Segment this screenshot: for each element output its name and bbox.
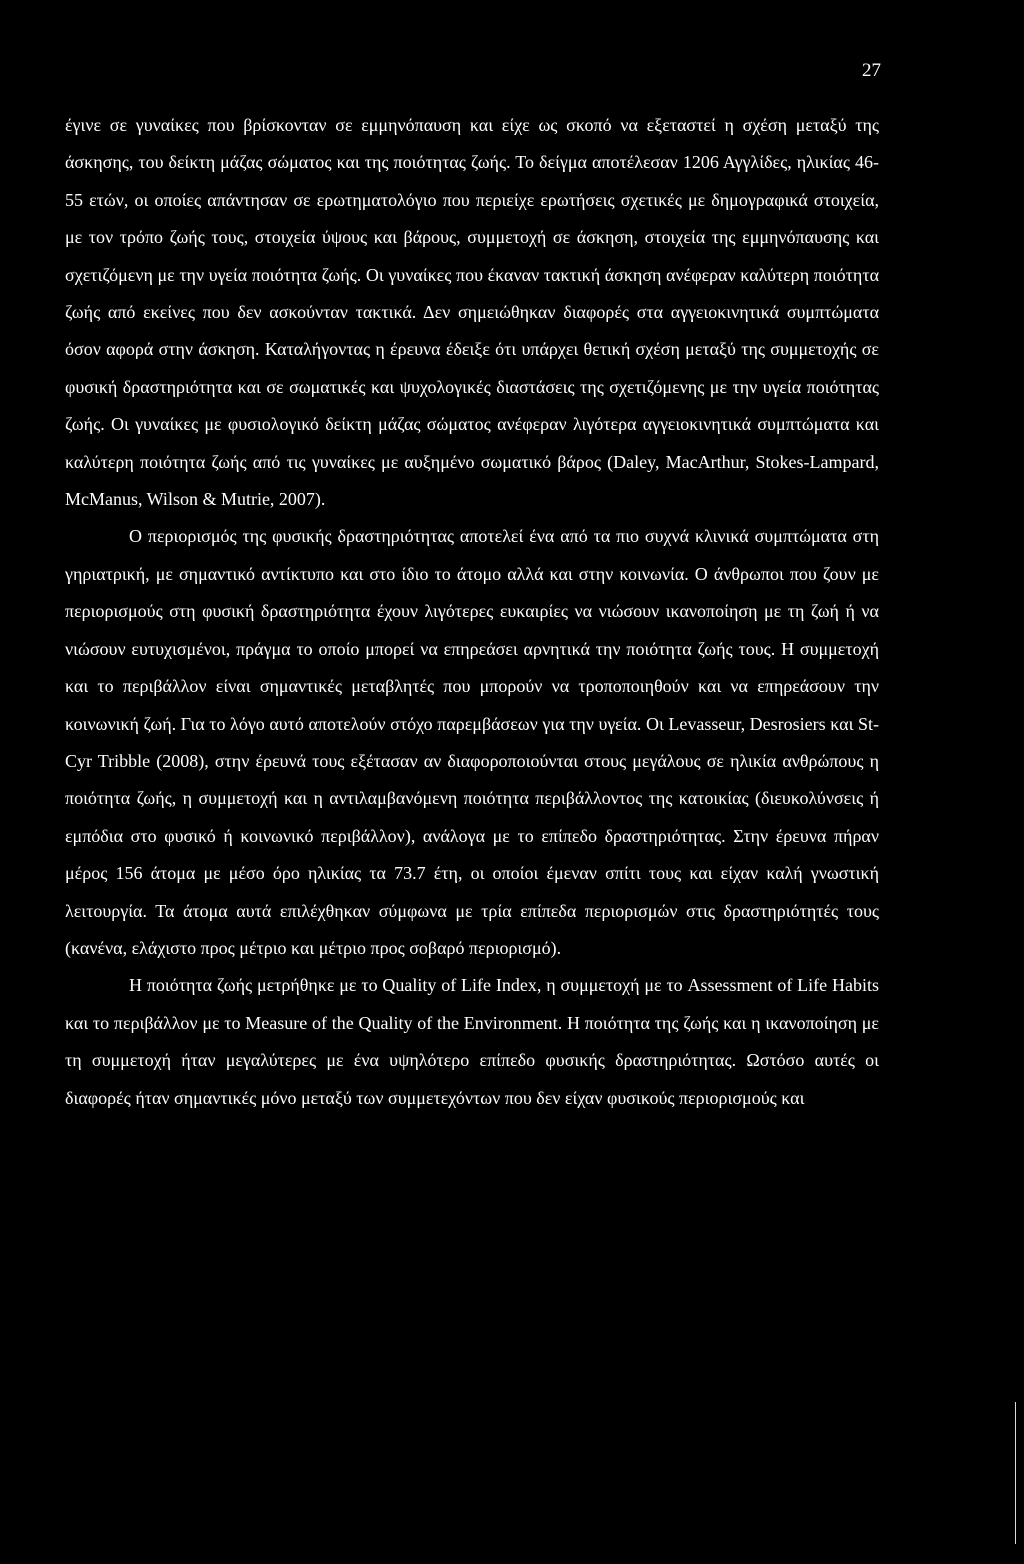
scan-edge-line	[1015, 1402, 1016, 1544]
paragraph: έγινε σε γυναίκες που βρίσκονταν σε εμμηνόπαυση και είχε ως σκοπό να εξεταστεί η σχέση μεταξύ της άσκησης, του δείκτη μάζας σώματος και της ποιότητας ζωής. Το δείγμα αποτέλεσαν 1206 Αγγλίδες, ηλικίας 46-55 ετών, οι οποίες απάντησαν σε ερωτηματολόγιο που περιείχε ερωτήσεις σχετικές με δημογραφικά στοιχεία, με τον τρόπο ζωής τους, στοιχεία ύψους και βάρους, συμμετοχή σε άσκηση, στοιχεία της εμμηνόπαυσης και σχετιζόμενη με την υγεία ποιότητα ζωής. Οι γυναίκες που έκαναν τακτική άσκηση ανέφεραν καλύτερη ποιότητα ζωής από εκείνες που δεν ασκούνταν τακτικά. Δεν σημειώθηκαν διαφορές στα αγγειοκινητικά συμπτώματα όσον αφορά στην άσκηση. Καταλήγοντας η έρευνα έδειξε ότι υπάρχει θετική σχέση μεταξύ της συμμετοχής σε φυσική δραστηριότητα και σε σωματικές και ψυχολογικές διαστάσεις της σχετιζόμενης με την υγεία ποιότητας ζωής. Οι γυναίκες με φυσιολογικό δείκτη μάζας σώματος ανέφεραν λιγότερα αγγειοκινητικά συμπτώματα και καλύτερη ποιότητα ζωής από τις γυναίκες με αυξημένο σωματικό βάρος (Daley, MacArthur, Stokes-Lampard, McManus, Wilson & Mutrie, 2007).	[65, 115, 879, 510]
paragraph: Ο περιορισμός της φυσικής δραστηριότητας αποτελεί ένα από τα πιο συχνά κλινικά συμπτώματα στη γηριατρική, με σημαντικό αντίκτυπο και στο ίδιο το άτομο αλλά και στην κοινωνία. Ο άνθρωποι που ζουν με περιορισμούς στη φυσική δραστηριότητα έχουν λιγότερες ευκαιρίες να νιώσουν ικανοποίηση με τη ζωή ή να νιώσουν ευτυχισμένοι, πράγμα το οποίο μπορεί να επηρεάσει αρνητικά την ποιότητα ζωής τους. Η συμμετοχή και το περιβάλλον είναι σημαντικές μεταβλητές που μπορούν να τροποποιηθούν και να επηρεάσουν την κοινωνική ζωή. Για το λόγο αυτό αποτελούν στόχο παρεμβάσεων για την υγεία. Οι Levasseur, Desrosiers και St-Cyr Tribble (2008), στην έρευνά τους εξέτασαν αν διαφοροποιούνται στους μεγάλους σε ηλικία ανθρώπους η ποιότητα ζωής, η συμμετοχή και η αντιλαμβανόμενη ποιότητα περιβάλλοντος της κατοικίας (διευκολύνσεις ή εμπόδια στο φυσικό ή κοινωνικό περιβάλλον), ανάλογα με το επίπεδο δραστηριότητας. Στην έρευνα πήραν μέρος 156 άτομα με μέσο όρο ηλικίας τα 73.7 έτη, οι οποίοι έμεναν σπίτι τους και είχαν καλή γνωστική λειτουργία. Τα άτομα αυτά επιλέχθηκαν σύμφωνα με τρία επίπεδα περιορισμών στις δραστηριότητές τους (κανένα, ελάχιστο προς μέτριο και μέτριο προς σοβαρό περιορισμό).	[65, 526, 879, 958]
document-body	[65, 107, 879, 1117]
page-number: 27	[862, 60, 881, 81]
paragraph: Η ποιότητα ζωής μετρήθηκε με το Quality of Life Index, η συμμετοχή με το Assessment of Life Habits και το περιβάλλον με το Measure of the Quality of the Environment. Η ποιότητα της ζωής και η ικανοποίηση με τη συμμετοχή ήταν μεγαλύτερες με ένα υψηλότερο επίπεδο φυσικής δραστηριότητας. Ωστόσο αυτές οι διαφορές ήταν σημαντικές μόνο μεταξύ των συμμετεχόντων που δεν είχαν φυσικούς περιορισμούς και	[65, 975, 879, 1108]
